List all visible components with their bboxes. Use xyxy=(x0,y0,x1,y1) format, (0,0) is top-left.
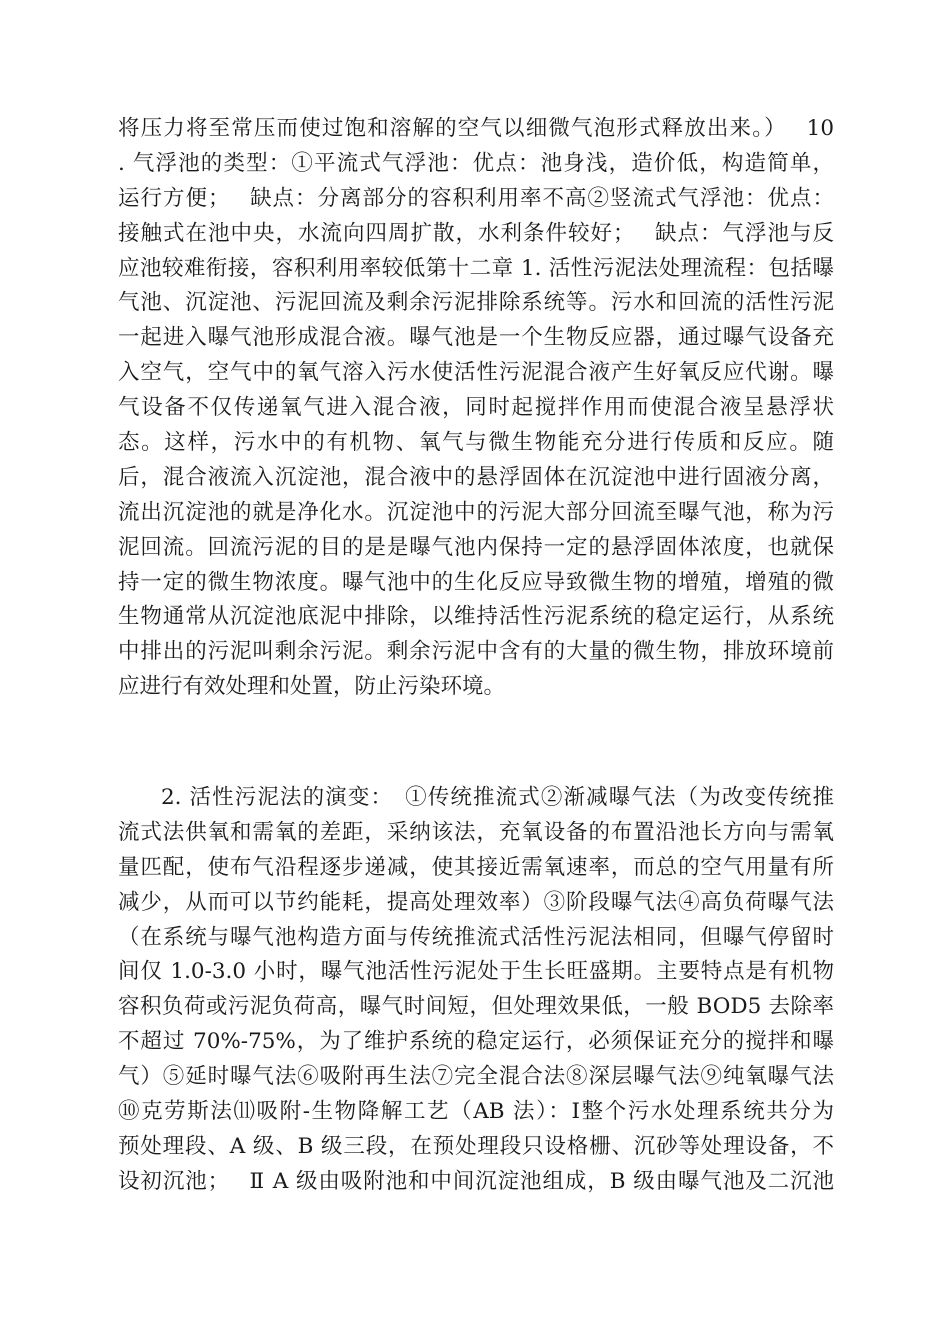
paragraph-activated-sludge-evolution xyxy=(118,781,834,1200)
text-line: 态。这样，污水中的有机物、氧气与微生物能充分进行传质和反应。随 xyxy=(118,430,834,456)
text-line: 生物通常从沉淀池底泥中排除，以维持活性污泥系统的稳定运行，从系统 xyxy=(118,604,834,630)
text-line: 不超过 70%-75%，为了维护系统的稳定运行，必须保证充分的搅拌和曝 xyxy=(118,1029,834,1055)
paragraph-flotation-and-activated-sludge-process xyxy=(118,112,834,705)
text-line: 后，混合液流入沉淀池，混合液中的悬浮固体在沉淀池中进行固液分离， xyxy=(118,464,834,490)
text-line: 应进行有效处理和处置，防止污染环境。 xyxy=(118,674,506,700)
text-line: 容积负荷或污泥负荷高，曝气时间短，但处理效果低，一般 BOD5 去除率 xyxy=(118,994,834,1020)
text-line: 流式法供氧和需氧的差距，采纳该法，充氧设备的布置沿池长方向与需氧 xyxy=(118,819,834,845)
text-line: 设初沉池； Ⅱ A 级由吸附池和中间沉淀池组成，B 级由曝气池及二沉池 xyxy=(118,1168,834,1194)
text-line: 入空气，空气中的氧气溶入污水使活性污泥混合液产生好氧反应代谢。曝 xyxy=(118,360,834,386)
text-line: 2. 活性污泥法的演变： ①传统推流式②渐减曝气法（为改变传统推 xyxy=(161,785,834,810)
text-line: ⑩克劳斯法⑾吸附-生物降解工艺（AB 法）：Ⅰ整个污水处理系统共分为 xyxy=(118,1099,834,1125)
text-line: 量匹配，使布气沿程逐步递减，使其接近需氧速率，而总的空气用量有所 xyxy=(118,854,834,880)
text-line: 气池、沉淀池、污泥回流及剩余污泥排除系统等。污水和回流的活性污泥 xyxy=(118,290,834,316)
text-line: 预处理段、A 级、B 级三段，在预处理段只设格栅、沉砂等处理设备，不 xyxy=(118,1133,834,1159)
text-line: 气）⑤延时曝气法⑥吸附再生法⑦完全混合法⑧深层曝气法⑨纯氧曝气法 xyxy=(118,1064,834,1090)
text-line: 泥回流。回流污泥的目的是是曝气池内保持一定的悬浮固体浓度，也就保 xyxy=(118,534,834,560)
text-line: . 气浮池的类型：①平流式气浮池：优点：池身浅，造价低，构造简单， xyxy=(118,150,834,176)
text-line: 中排出的污泥叫剩余污泥。剩余污泥中含有的大量的微生物，排放环境前 xyxy=(118,639,834,665)
text-line: 将压力将至常压而使过饱和溶解的空气以细微气泡形式释放出来。） 10 xyxy=(118,116,834,141)
text-line: 流出沉淀池的就是净化水。沉淀池中的污泥大部分回流至曝气池，称为污 xyxy=(118,499,834,525)
text-line: 间仅 1.0-3.0 小时，曝气池活性污泥处于生长旺盛期。主要特点是有机物 xyxy=(118,959,834,985)
text-line: 应池较难衔接，容积利用率较低第十二章 1. 活性污泥法处理流程：包括曝 xyxy=(118,255,834,281)
text-line: 运行方便； 缺点：分离部分的容积利用率不高②竖流式气浮池：优点： xyxy=(118,185,834,211)
text-line: 接触式在池中央，水流向四周扩散，水利条件较好； 缺点：气浮池与反 xyxy=(118,220,834,246)
text-line: 减少，从而可以节约能耗，提高处理效率）③阶段曝气法④高负荷曝气法 xyxy=(118,889,834,915)
text-line: 气设备不仅传递氧气进入混合液，同时起搅拌作用而使混合液呈悬浮状 xyxy=(118,395,834,421)
text-line: 持一定的微生物浓度。曝气池中的生化反应导致微生物的增殖，增殖的微 xyxy=(118,569,834,595)
text-line: （在系统与曝气池构造方面与传统推流式活性污泥法相同，但曝气停留时 xyxy=(118,924,834,950)
text-line: 一起进入曝气池形成混合液。曝气池是一个生物反应器，通过曝气设备充 xyxy=(118,325,834,351)
